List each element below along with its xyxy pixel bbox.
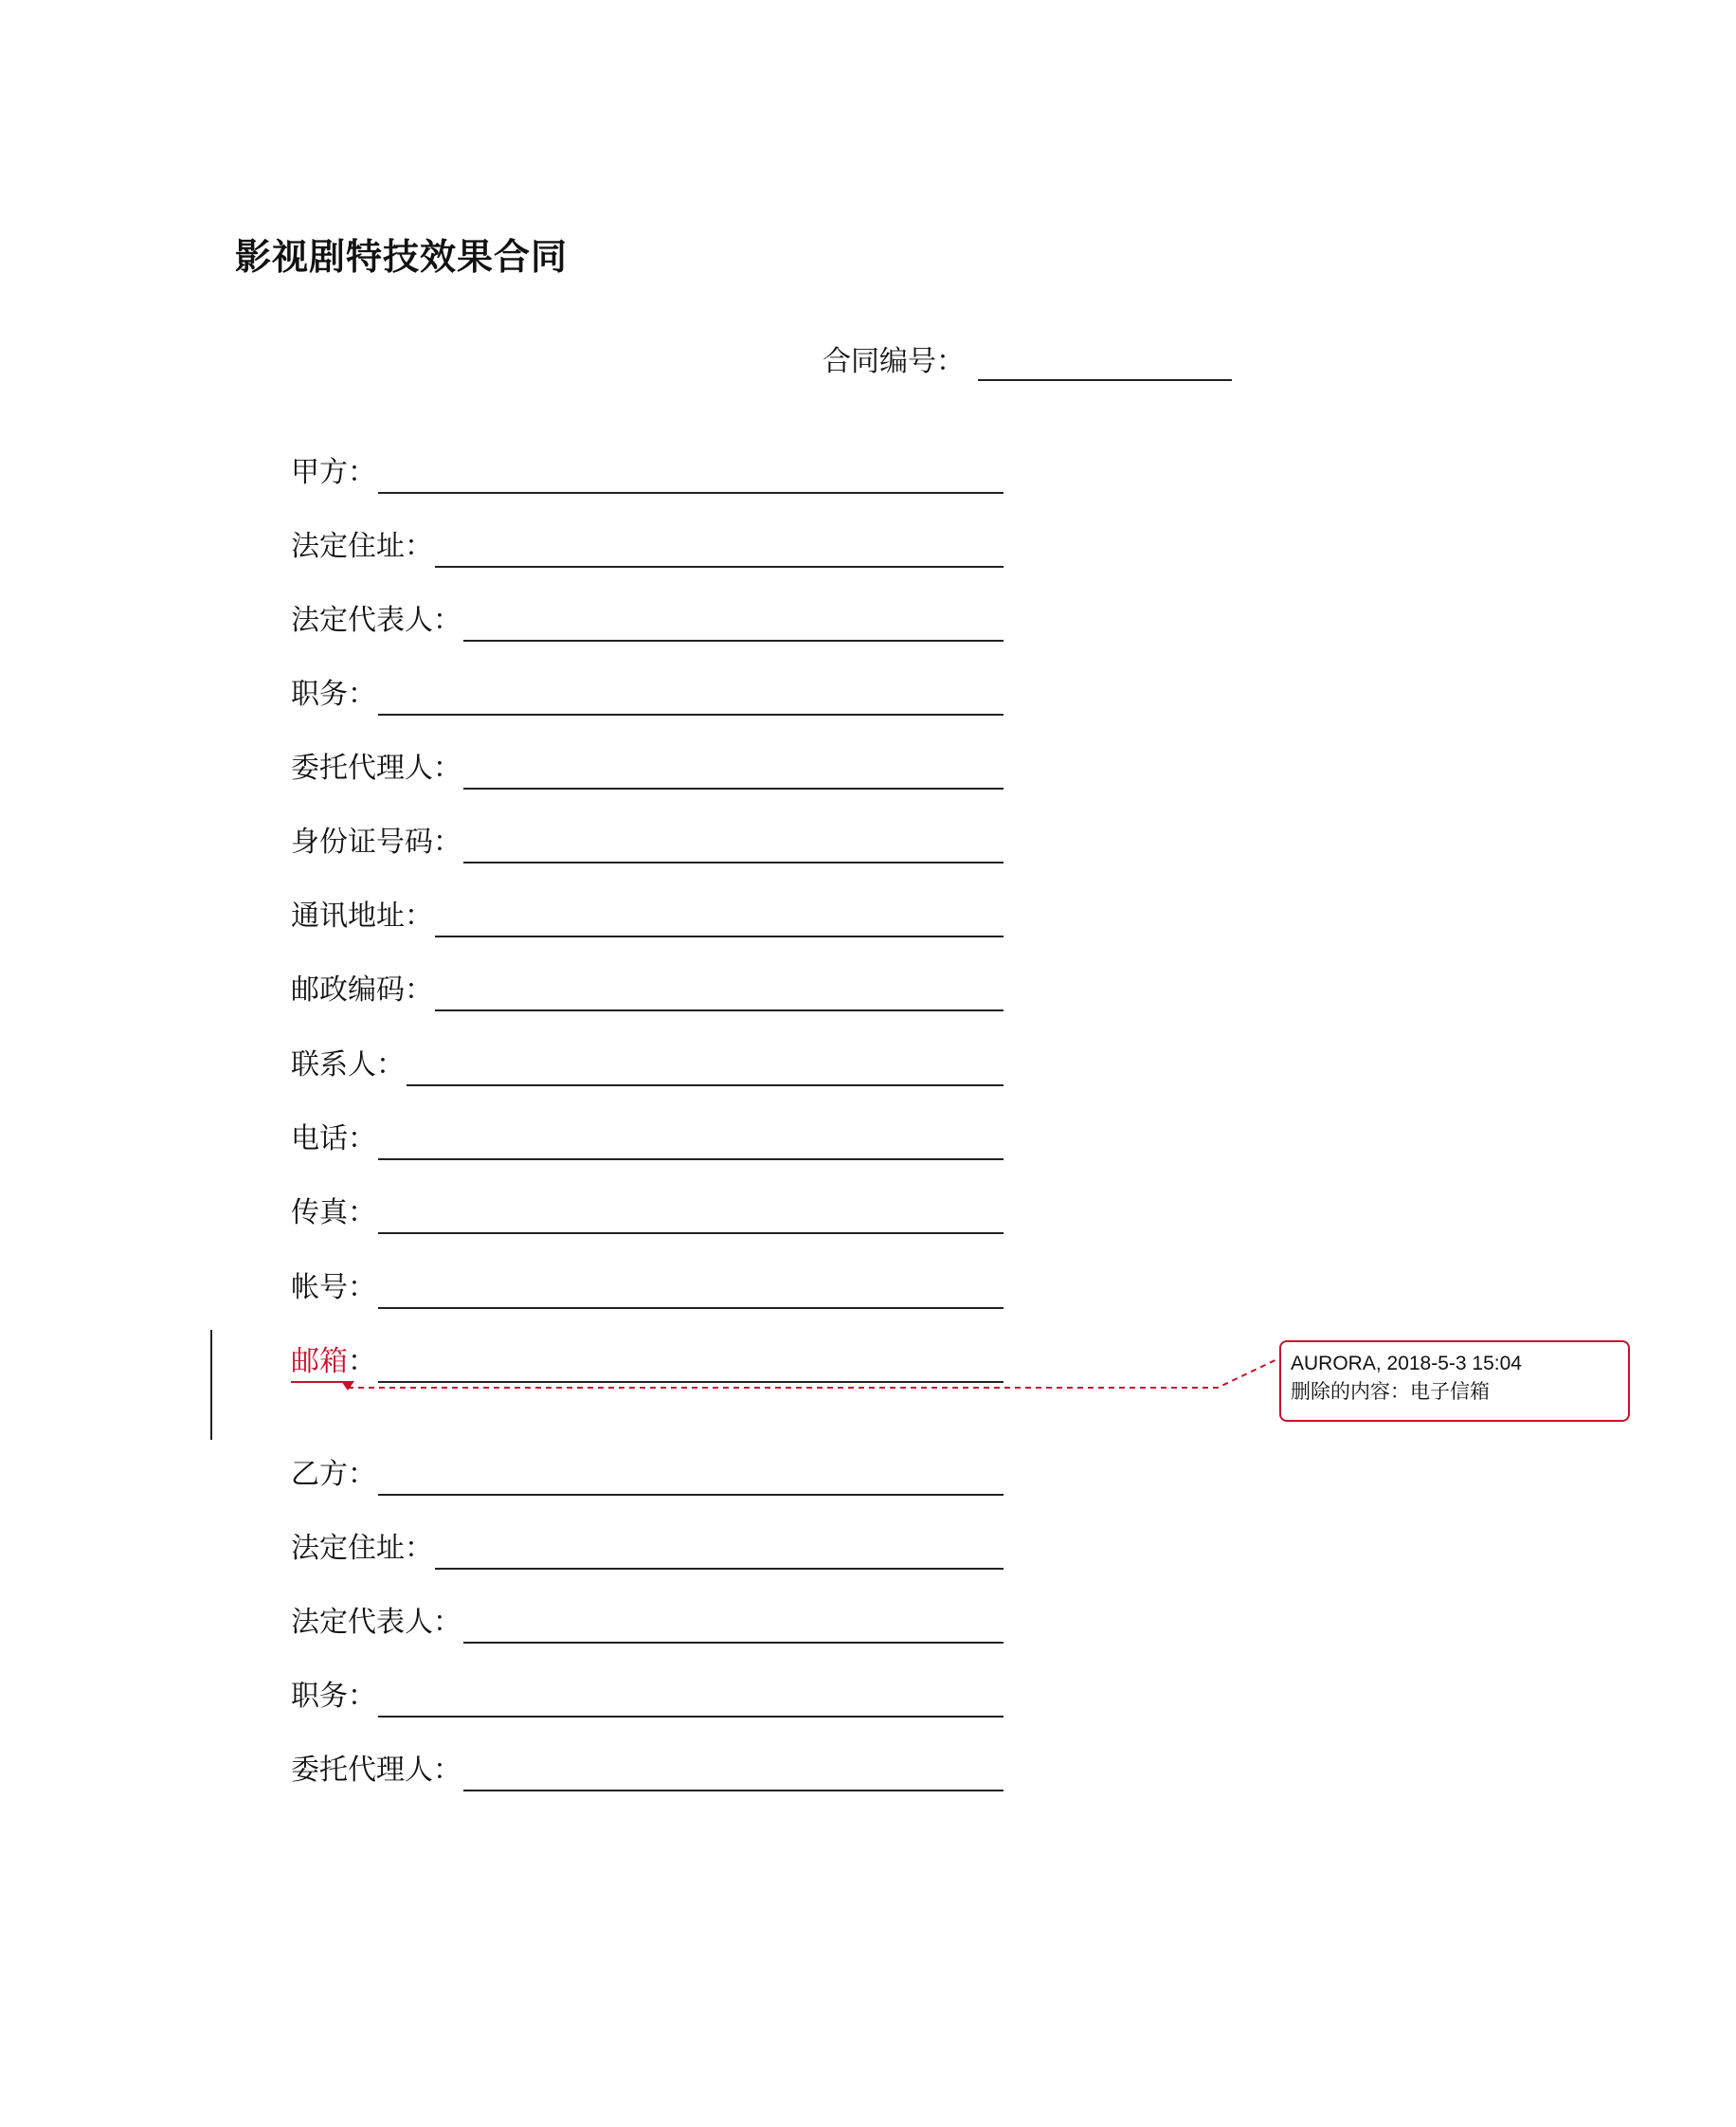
field-label: 帐号：: [291, 1271, 376, 1304]
field-label: 委托代理人：: [291, 1754, 461, 1787]
email-row: [291, 1343, 376, 1381]
party-b-legal-representative-blank[interactable]: [463, 1608, 1004, 1644]
party-a-blank[interactable]: [378, 458, 1004, 494]
party-b-blank[interactable]: [378, 1460, 1004, 1496]
phone-row: [291, 1120, 376, 1158]
party-b-position-row: [291, 1678, 376, 1716]
party-b-legal-address-row: [291, 1530, 433, 1568]
field-label: 委托代理人：: [291, 752, 461, 785]
legal-representative-row: [291, 602, 461, 640]
field-label: 身份证号码：: [291, 826, 461, 859]
field-label: 电话：: [291, 1122, 376, 1155]
party-a-row: [291, 454, 376, 492]
comment-header: AURORA, 2018-5-3 15:04: [1291, 1353, 1522, 1374]
mailing-address-row: [291, 898, 433, 936]
position-row: [291, 676, 376, 714]
field-label: 联系人：: [291, 1048, 405, 1082]
agent-blank[interactable]: [463, 754, 1004, 790]
party-b-row: [291, 1456, 376, 1494]
party-b-agent-blank[interactable]: [463, 1755, 1004, 1791]
field-label: 法定住址：: [291, 530, 433, 563]
party-b-legal-representative-row: [291, 1604, 461, 1642]
field-label: 职务：: [291, 678, 376, 711]
deleted-email-text: 邮箱: [291, 1345, 348, 1378]
account-blank[interactable]: [378, 1273, 1004, 1309]
phone-blank[interactable]: [378, 1124, 1004, 1160]
party-b-position-blank[interactable]: [378, 1682, 1004, 1718]
party-b-agent-row: [291, 1752, 461, 1790]
contract-number-row: [823, 343, 1232, 381]
email-colon: ：: [348, 1345, 376, 1378]
fax-row: [291, 1194, 376, 1232]
field-label: 职务：: [291, 1680, 376, 1713]
account-row: [291, 1269, 376, 1307]
id-number-blank[interactable]: [463, 827, 1004, 864]
email-label: [291, 1343, 376, 1381]
field-label: 通讯地址：: [291, 900, 433, 933]
postal-code-row: [291, 972, 433, 1009]
comment-body: 删除的内容：电子信箱: [1291, 1381, 1490, 1403]
field-label: 法定代表人：: [291, 604, 461, 637]
field-label: 邮政编码：: [291, 973, 433, 1007]
contract-number-blank[interactable]: [978, 345, 1232, 381]
fax-blank[interactable]: [378, 1198, 1004, 1234]
contract-number-label: 合同编号：: [823, 345, 965, 378]
agent-row: [291, 750, 461, 788]
deletion-underline: [291, 1381, 348, 1383]
document-title: 影视剧特技效果合同: [235, 236, 569, 278]
email-blank[interactable]: [378, 1347, 1004, 1383]
field-label: 法定住址：: [291, 1532, 433, 1565]
field-label: 法定代表人：: [291, 1606, 461, 1639]
contact-person-blank[interactable]: [407, 1050, 1004, 1086]
postal-code-blank[interactable]: [435, 975, 1004, 1011]
legal-representative-blank[interactable]: [463, 606, 1004, 642]
revision-comment[interactable]: [1279, 1340, 1630, 1422]
contact-person-row: [291, 1046, 405, 1084]
field-label: 乙方：: [291, 1458, 376, 1491]
legal-address-row: [291, 528, 433, 566]
id-number-row: [291, 824, 461, 862]
legal-address-blank[interactable]: [435, 532, 1004, 568]
party-b-legal-address-blank[interactable]: [435, 1534, 1004, 1570]
field-label: 传真：: [291, 1196, 376, 1229]
position-blank[interactable]: [378, 680, 1004, 716]
change-bar: [210, 1330, 212, 1440]
field-label: 甲方：: [291, 456, 376, 489]
mailing-address-blank[interactable]: [435, 901, 1004, 937]
